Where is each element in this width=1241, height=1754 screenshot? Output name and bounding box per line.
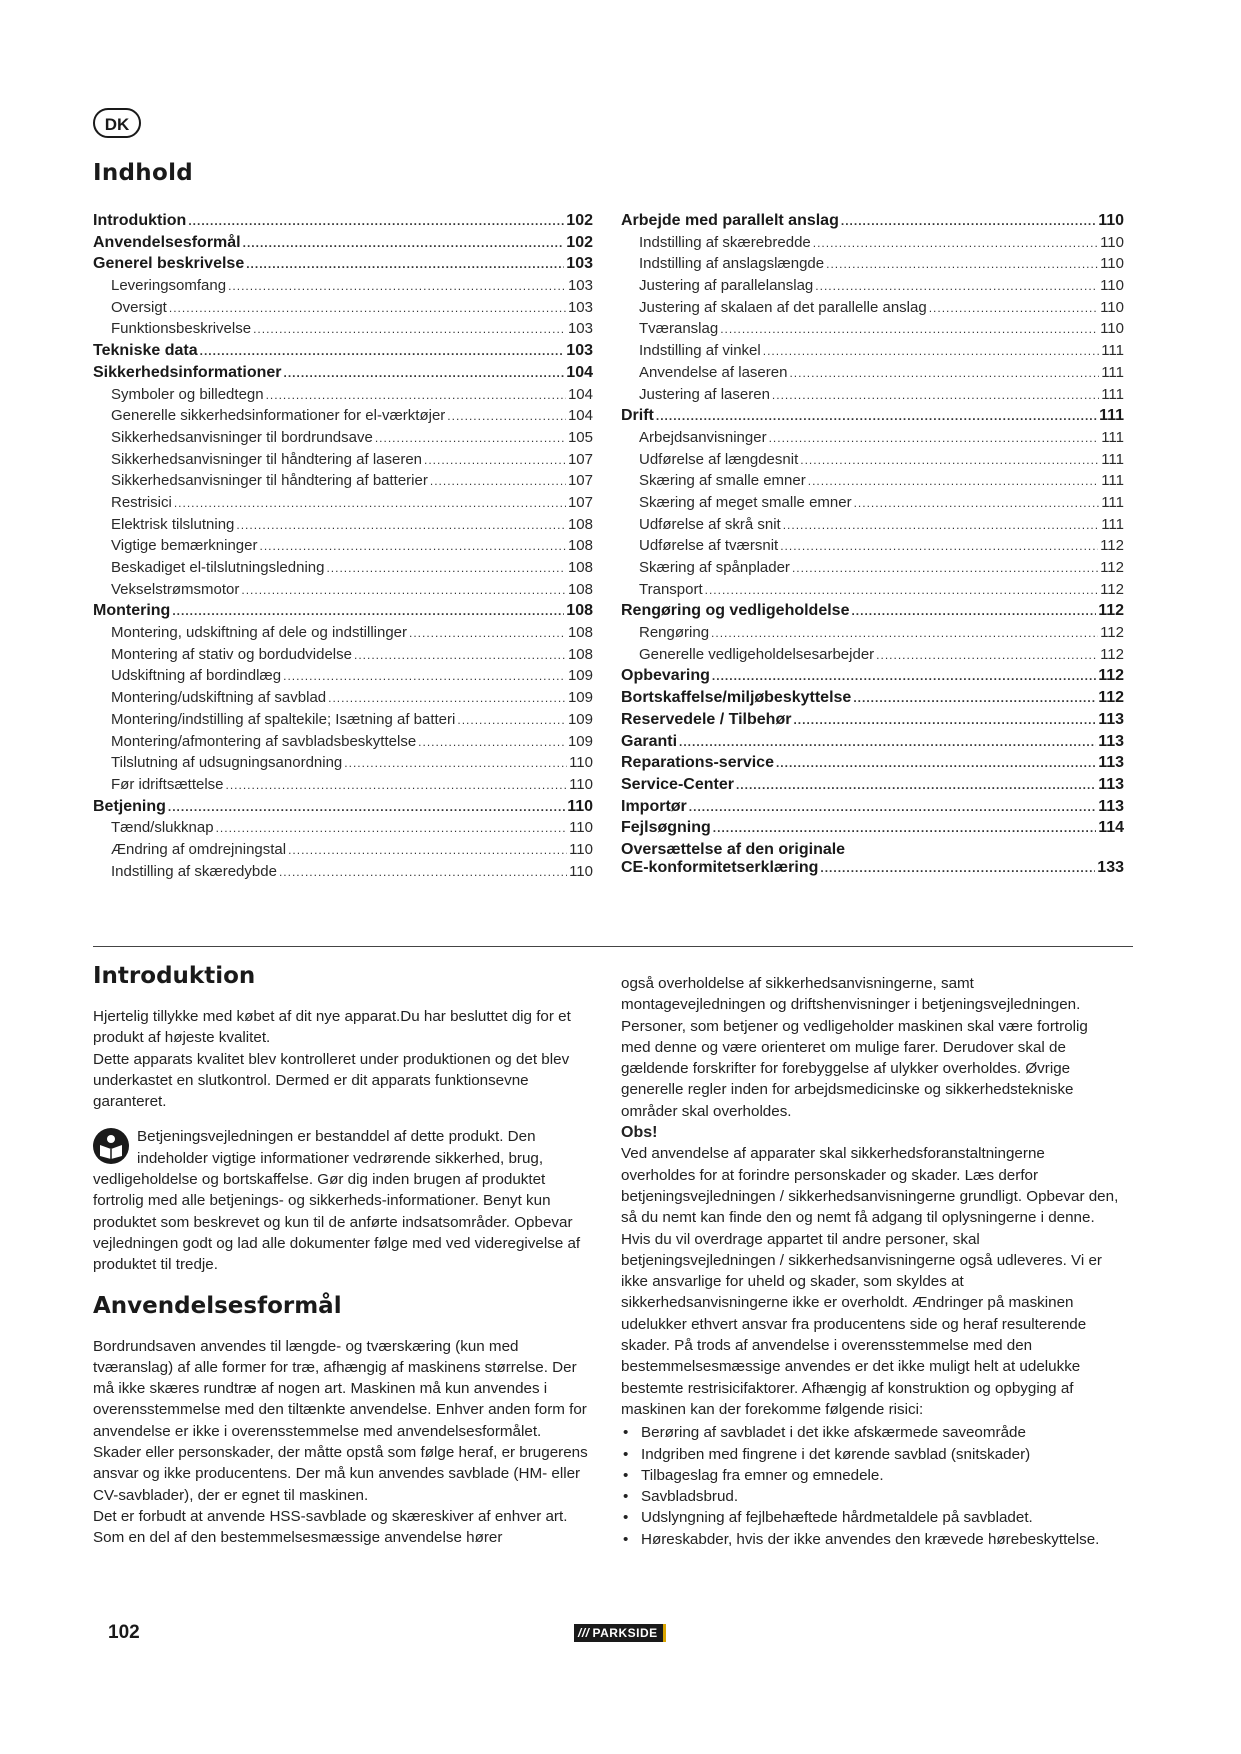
toc-entry[interactable] (93, 776, 593, 798)
usage-paragraph-2: Det er forbudt at anvende HSS-savblade og skæreskiver af enhver art. Som en del af den bestemmelsesmæssige anvendelse hører (93, 1507, 568, 1547)
toc-entry[interactable] (621, 537, 1124, 559)
toc-entry-label: Skæring af meget smalle emner (639, 493, 852, 511)
toc-entry-page: 103 (566, 342, 593, 360)
toc-entry-page: 111 (1099, 407, 1124, 425)
toc-entry-label: Betjening (93, 797, 166, 815)
toc-entry-page: 103 (567, 298, 593, 316)
toc-entry[interactable] (621, 733, 1124, 755)
toc-entry-page: 112 (1100, 559, 1124, 576)
toc-entry[interactable] (621, 711, 1124, 733)
page-number: 102 (108, 1622, 140, 1643)
toc-entry-page: 103 (567, 320, 593, 338)
toc-entry-page: 102 (566, 212, 593, 229)
toc-entry-page: 112 (1098, 667, 1124, 685)
toc-entry-page: 113 (1098, 754, 1124, 772)
toc-entry[interactable] (621, 819, 1124, 841)
toc-entry-label: Vekselstrømsmotor (111, 580, 240, 598)
toc-entry-page: 111 (1101, 515, 1124, 533)
toc-entry[interactable] (93, 841, 593, 863)
toc-entry-label: Sikkerhedsanvisninger til håndtering af laseren (111, 450, 423, 468)
toc-entry-label: Funktionsbeskrivelse (111, 320, 252, 338)
toc-entry-page: 113 (1098, 710, 1124, 728)
toc-entry-page: 107 (567, 450, 593, 468)
toc-entry-page: 112 (1100, 645, 1124, 663)
toc-entry-label: Indstilling af skæredybde (111, 862, 277, 880)
language-badge: DK (93, 108, 141, 138)
toc-entry-label: Ændring af omdrejningstal (111, 840, 287, 858)
toc-entry-label: Fejlsøgning (621, 819, 711, 837)
toc-entry-page: 108 (567, 624, 593, 642)
toc-entry[interactable] (621, 212, 1124, 234)
manual-hint-text: Betjeningsvejledningen er bestanddel af dette produkt. Den indeholder vigtige informationer vedrørende sikkerhed, brug, vedligeholdelse og bortskaffelse. Gør dig inden brugen af produktet fortrolig med alle betjenings- og sikkerheds-informationer. Benyt kun produktet som beskrevet og kun til de anførte indsatsområder. Opbevar vejledningen godt og lad alle dokumenter følge med ved videregivelse af produktet til tredje. (93, 1128, 581, 1274)
toc-entry[interactable] (93, 602, 593, 624)
toc-entry-page: 102 (566, 233, 593, 251)
toc-entry-label: Arbejdsanvisninger (639, 428, 767, 446)
toc-entry-label: Indstilling af skærebredde (639, 233, 811, 251)
toc-entry-label: Sikkerhedsinformationer (93, 363, 282, 381)
toc-entry-page: 113 (1098, 775, 1124, 793)
toc-entry-label: Anvendelsesformål (93, 233, 241, 251)
toc-entry-label: Leveringsomfang (111, 277, 227, 295)
toc-entry[interactable] (93, 537, 593, 559)
risk-list-item: • Høreskabder, hvis der ikke anvendes den krævede hørebeskyttelse. (621, 1529, 1121, 1550)
toc-entry-label: Tilslutning af udsugningsanordning (111, 754, 343, 772)
toc-entry[interactable] (93, 624, 593, 646)
toc-entry-page: 112 (1100, 580, 1124, 598)
toc-entry-label: Generelle vedligeholdelsesarbejder (639, 645, 875, 663)
intro-paragraph-1: Hjertelig tillykke med købet af dit nye apparat.Du har besluttet dig for et produkt af højeste kvalitet. (93, 1008, 571, 1047)
toc-entry-page: 104 (567, 385, 593, 403)
toc-entry[interactable] (621, 754, 1124, 776)
toc-entry-label: Montering, udskiftning af dele og indstillinger (111, 624, 408, 642)
toc-entry[interactable] (621, 559, 1124, 581)
toc-entry-page: 110 (1100, 255, 1124, 273)
toc-entry-label: Transport (639, 580, 703, 598)
toc-entry[interactable] (621, 386, 1124, 408)
toc-entry-page: 112 (1100, 537, 1124, 555)
toc-entry[interactable] (621, 255, 1124, 277)
toc-entry-page: 114 (1098, 819, 1124, 837)
body-right-column (621, 973, 1121, 1550)
toc-entry-page: 111 (1101, 428, 1124, 446)
toc-entry-page: 110 (569, 819, 593, 837)
toc-entry-page: 110 (1098, 212, 1124, 229)
toc-entry-label: Reservedele / Tilbehør (621, 710, 792, 728)
toc-entry-label: Generelle sikkerhedsinformationer for el-værktøjer (111, 407, 446, 425)
toc-entry-label: Montering af stativ og bordudvidelse (111, 645, 352, 663)
toc-entry[interactable] (93, 711, 593, 733)
toc-entry-label: Montering/afmontering af savbladsbeskyttelse (111, 732, 417, 750)
intro-paragraph-2: Dette apparats kvalitet blev kontrolleret under produktionen og det blev underkastet en slutkontrol. Dermed er dit apparats funktionsevne garanteret. (93, 1050, 570, 1111)
risk-list-item: • Indgriben med fingrene i det kørende savblad (snitskader) (621, 1444, 1121, 1465)
toc-entry-label: Montering/udskiftning af savblad (111, 689, 327, 707)
toc-left-column (93, 212, 593, 884)
toc-entry[interactable] (93, 516, 593, 538)
toc-entry-page: 111 (1101, 472, 1124, 490)
toc-entry[interactable] (621, 429, 1124, 451)
toc-entry-page: 111 (1101, 450, 1124, 468)
toc-entry-page: 111 (1101, 493, 1124, 511)
obs-heading: Obs! (621, 1124, 658, 1142)
toc-entry[interactable] (621, 841, 1124, 881)
section-heading-introduktion: Introduktion (93, 963, 256, 989)
toc-entry-label: Restrisici (111, 493, 172, 511)
toc-entry-label: Montering/indstilling af spaltekile; Isætning af batteri (111, 710, 456, 728)
toc-entry[interactable] (93, 472, 593, 494)
toc-entry-label: Drift (621, 407, 654, 425)
toc-entry-label: Rengøring (639, 624, 710, 642)
toc-entry[interactable] (621, 602, 1124, 624)
toc-entry[interactable] (621, 451, 1124, 473)
toc-entry[interactable] (93, 581, 593, 603)
toc-entry-page: 110 (1100, 298, 1124, 316)
toc-entry[interactable] (93, 299, 593, 321)
toc-right-column (621, 212, 1124, 881)
toc-entry-page: 108 (567, 537, 593, 555)
toc-entry[interactable] (621, 342, 1124, 364)
toc-entry-label: Sikkerhedsanvisninger til bordrundsave (111, 428, 373, 446)
toc-entry[interactable] (93, 342, 593, 364)
toc-entry-page: 107 (567, 472, 593, 490)
toc-entry[interactable] (93, 494, 593, 516)
toc-entry-label: Service-Center (621, 775, 734, 793)
toc-entry[interactable] (621, 516, 1124, 538)
toc-entry-label: Indstilling af vinkel (639, 342, 761, 360)
toc-entry-label: CE-konformitetserklæring (621, 858, 819, 876)
toc-entry[interactable] (93, 451, 593, 473)
toc-entry[interactable] (621, 798, 1124, 820)
toc-entry-label: Justering af parallelanslag (639, 277, 814, 295)
parkside-logo: /// PARKSIDE (574, 1624, 666, 1642)
toc-entry-page: 108 (566, 602, 593, 620)
toc-entry-label: Reparations-service (621, 754, 774, 772)
toc-entry[interactable] (93, 646, 593, 668)
toc-entry-page: 110 (569, 754, 593, 772)
toc-entry[interactable] (93, 689, 593, 711)
toc-entry[interactable] (621, 407, 1124, 429)
risk-list-item: • Tilbageslag fra emner og emnedele. (621, 1465, 1121, 1486)
toc-entry[interactable] (93, 559, 593, 581)
toc-entry-label: Udførelse af skrå snit (639, 515, 781, 533)
toc-entry-label: Bortskaffelse/miljøbeskyttelse (621, 689, 852, 707)
toc-entry-page: 111 (1101, 363, 1124, 381)
toc-entry[interactable] (93, 733, 593, 755)
toc-entry[interactable] (93, 754, 593, 776)
toc-entry-page: 104 (567, 407, 593, 425)
toc-entry-page: 108 (567, 580, 593, 598)
toc-entry-page: 110 (1100, 233, 1124, 251)
toc-entry-page: 108 (567, 645, 593, 663)
book-reading-icon (93, 1128, 129, 1164)
toc-entry[interactable] (93, 255, 593, 277)
toc-entry-page: 108 (567, 515, 593, 533)
toc-entry-page: 105 (567, 428, 593, 446)
toc-entry-label: Udførelse af længdesnit (639, 450, 799, 468)
usage-paragraph-1: Bordrundsaven anvendes til længde- og tværskæring (kun med tværanslag) af alle former for træ, afhængig af maskinens størrelse. Der må ikke skæres rundtræ af nogen art. Maskinen må kun anvendes i overensstemmelse med den tiltænkte anvendelse. Enhver anden form for anvendelse er ikke i overensstemmelse med anvendelsesformålet. Skader eller personskader, der måtte opstå som følge heraf, er brugerens ansvar og ikke producentens. Der må kun anvendes savblade (HM- eller CV-savblader), der er egnet til maskinen. (93, 1337, 588, 1504)
toc-entry[interactable] (93, 819, 593, 841)
manual-hint-block (93, 1126, 593, 1275)
toc-entry-label: Justering af skalaen af det parallelle anslag (639, 298, 927, 316)
toc-entry-label: Importør (621, 797, 687, 815)
section-divider (93, 946, 1133, 947)
toc-entry[interactable] (621, 364, 1124, 386)
toc-entry[interactable] (93, 277, 593, 299)
toc-entry-page: 112 (1098, 602, 1124, 620)
toc-entry-label: Oversigt (111, 298, 167, 316)
toc-entry[interactable] (93, 386, 593, 408)
toc-entry-label: Indstilling af anslagslængde (639, 255, 825, 273)
toc-entry-page: 113 (1098, 732, 1124, 750)
toc-entry-label: Tværanslag (639, 320, 719, 338)
toc-entry[interactable] (621, 277, 1124, 299)
toc-entry-label: Arbejde med parallelt anslag (621, 212, 839, 229)
toc-entry-page: 107 (567, 493, 593, 511)
page-title: Indhold (93, 160, 194, 186)
toc-entry[interactable] (621, 646, 1124, 668)
toc-entry-label: Skæring af smalle emner (639, 472, 806, 490)
toc-entry[interactable] (621, 472, 1124, 494)
toc-entry-page: 108 (567, 559, 593, 576)
toc-entry-label: Beskadiget el-tilslutningsledning (111, 559, 325, 576)
toc-entry-page: 103 (566, 255, 593, 273)
toc-entry[interactable] (93, 212, 593, 234)
toc-entry-page: 109 (567, 710, 593, 728)
toc-entry-page: 111 (1101, 385, 1124, 403)
toc-entry-page: 109 (567, 732, 593, 750)
toc-entry-page: 112 (1098, 689, 1124, 707)
toc-entry[interactable] (621, 299, 1124, 321)
toc-entry-label: Introduktion (93, 212, 187, 229)
toc-entry[interactable] (93, 429, 593, 451)
toc-entry-label: Generel beskrivelse (93, 255, 245, 273)
toc-entry-label: Symboler og billedtegn (111, 385, 264, 403)
toc-entry-page: 110 (1100, 277, 1124, 295)
risk-list (621, 1422, 1121, 1550)
toc-entry[interactable] (93, 320, 593, 342)
toc-entry-label: Montering (93, 602, 171, 620)
toc-entry-label: Garanti (621, 732, 678, 750)
toc-entry[interactable] (93, 234, 593, 256)
toc-entry-label: Vigtige bemærkninger (111, 537, 258, 555)
toc-entry-label: Udskiftning af bordindlæg (111, 667, 282, 685)
toc-entry-label: Sikkerhedsanvisninger til håndtering af batterier (111, 472, 428, 490)
toc-entry-label: Anvendelse af laseren (639, 363, 788, 381)
toc-entry[interactable] (93, 364, 593, 386)
toc-entry-label: Oversættelse af den originale (621, 840, 846, 858)
toc-entry-label: Justering af laseren (639, 385, 770, 403)
toc-entry-page: 110 (569, 840, 593, 858)
toc-entry-label: Tekniske data (93, 342, 198, 360)
toc-entry-page: 110 (567, 797, 593, 815)
toc-entry-page: 111 (1101, 342, 1124, 360)
body-left-column (93, 960, 593, 1549)
toc-entry-page: 110 (569, 862, 593, 880)
toc-entry-label: Udførelse af tværsnit (639, 537, 779, 555)
toc-entry[interactable] (93, 863, 593, 885)
risk-list-item: • Savbladsbrud. (621, 1486, 1121, 1507)
toc-entry-page: 113 (1098, 797, 1124, 815)
toc-entry-label: Skæring af spånplader (639, 559, 790, 576)
risk-list-item: • Udslyngning af fejlbehæftede hårdmetaldele på savbladet. (621, 1507, 1121, 1528)
toc-entry[interactable] (93, 407, 593, 429)
toc-entry[interactable] (621, 689, 1124, 711)
toc-entry-page: 110 (1100, 320, 1124, 338)
toc-entry[interactable] (621, 776, 1124, 798)
right-paragraph-2: Ved anvendelse af apparater skal sikkerhedsforanstaltningerne overholdes for at forindre personskader og skader. Læs derfor betjeningsvejledningen / sikkerhedsanvisningerne grundligt. Opbevar den, så du nemt kan finde den og nemt få adgang til oplysningerne i denne. Hvis du vil overdrage appartet til andre personer, skal betjeningsvejledningen / sikkerhedsanvisningerne også udleveres. Vi er ikke ansvarlige for uheld og skader, som skyldes at sikkerhedsanvisningerne ikke er overholdt. Ændringer på maskinen udelukker ethvert ansvar fra producentens side og heraf resulterende skader. På trods af anvendelse i overensstemmelse med den bestemmelsesmæssige anvendes er det ikke muligt helt at udelukke bestemte restrisicifaktorer. Afhængig af konstruktion og opbyging af maskinen kan der forekomme følgende risici: (621, 1145, 1119, 1418)
toc-entry-page: 112 (1100, 624, 1124, 642)
toc-entry[interactable] (621, 234, 1124, 256)
risk-list-item: • Berøring af savbladet i det ikke afskærmede saveområde (621, 1422, 1121, 1443)
toc-entry[interactable] (93, 798, 593, 820)
toc-entry-label: Elektrisk tilslutning (111, 515, 235, 533)
toc-entry-label: Tænd/slukknap (111, 819, 214, 837)
toc-entry-page: 133 (1097, 858, 1124, 876)
toc-entry-label: Rengøring og vedligeholdelse (621, 602, 850, 620)
toc-entry-page: 109 (567, 689, 593, 707)
toc-entry-label: Opbevaring (621, 667, 710, 685)
toc-entry[interactable] (621, 581, 1124, 603)
toc-entry[interactable] (621, 320, 1124, 342)
toc-entry-page: 103 (567, 277, 593, 295)
toc-entry-page: 110 (569, 775, 593, 793)
toc-entry[interactable] (621, 494, 1124, 516)
toc-entry[interactable] (621, 667, 1124, 689)
toc-entry[interactable] (621, 624, 1124, 646)
section-heading-anvendelsesformaal: Anvendelsesformål (93, 1292, 342, 1319)
toc-entry-label: Før idriftsættelse (111, 775, 224, 793)
toc-entry-page: 109 (567, 667, 593, 685)
toc-entry[interactable] (93, 667, 593, 689)
toc-entry-page: 104 (566, 363, 593, 381)
right-paragraph-1: også overholdelse af sikkerhedsanvisningerne, samt montagevejledningen og driftshenvisninger i betjeningsvejledningen. Personer, som betjener og vedligeholder maskinen skal være fortrolig med denne og være orienteret om mulige farer. Derudover skal de gældende forskrifter for forebyggelse af ulykker overholdes. Øvrige generelle regler inden for arbejdsmedicinske og sikkerhedstekniske områder skal overholdes. (621, 975, 1088, 1120)
